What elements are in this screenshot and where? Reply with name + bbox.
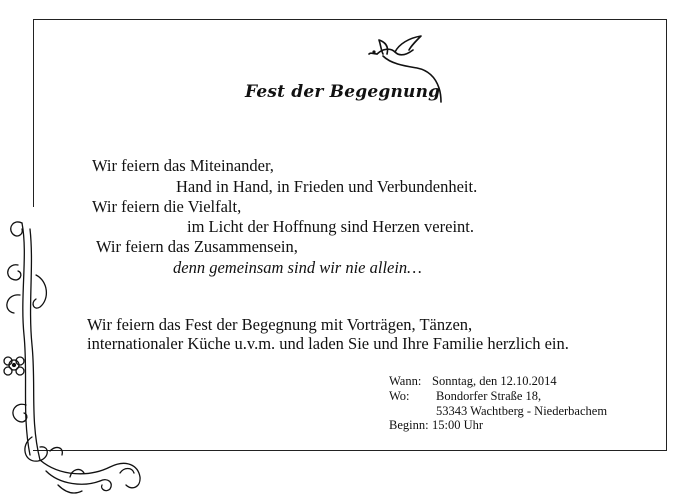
- when-label: Wann:: [389, 374, 422, 388]
- poem-line-6: denn gemeinsam sind wir nie allein…: [173, 258, 422, 277]
- poem-line-1: Wir feiern das Miteinander,: [92, 156, 274, 175]
- where-label: Wo:: [389, 389, 410, 403]
- start-value: 15:00 Uhr: [432, 418, 484, 432]
- where-street: Bondorfer Straße 18,: [436, 389, 542, 403]
- invitation-line-1: Wir feiern das Fest der Begegnung mit Vorträgen, Tänzen,: [87, 315, 473, 334]
- invitation-line-2: internationaler Küche u.v.m. und laden Sie und Ihre Familie herzlich ein.: [87, 334, 569, 353]
- start-label: Beginn:: [389, 418, 429, 432]
- card-left-border: [33, 19, 34, 207]
- poem-line-5: Wir feiern das Zusammensein,: [96, 237, 298, 256]
- when-value: Sonntag, den 12.10.2014: [432, 374, 557, 388]
- poem-line-4: im Licht der Hoffnung sind Herzen vereint.: [187, 217, 474, 236]
- poem-line-3: Wir feiern die Vielfalt,: [92, 197, 242, 216]
- where-city: 53343 Wachtberg - Niederbachem: [436, 404, 608, 418]
- invitation-title: Fest der Begegnung: [245, 82, 441, 102]
- floral-swirl-ornament: [0, 215, 160, 500]
- poem-line-2: Hand in Hand, in Frieden und Verbundenheit.: [176, 177, 478, 196]
